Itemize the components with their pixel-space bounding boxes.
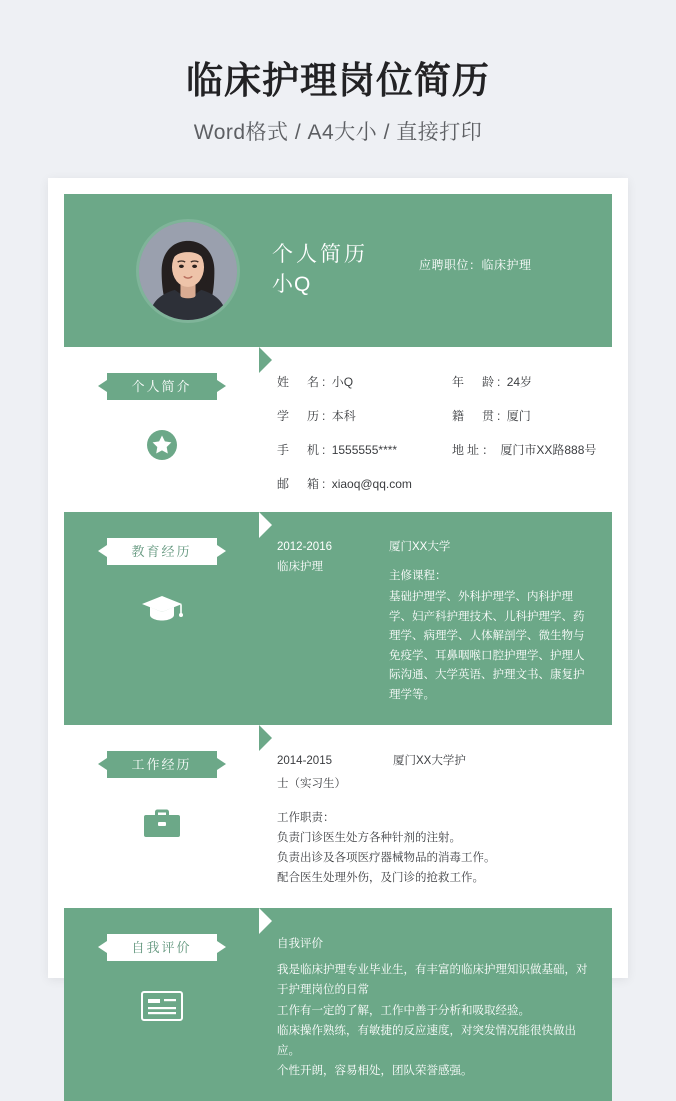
evaluation-line: 我是临床护理专业毕业生，有丰富的临床护理知识做基础，对于护理岗位的日常: [277, 964, 588, 997]
banner-title: 临床护理岗位简历: [186, 60, 490, 101]
info-phone-value: 1555555****: [331, 443, 398, 457]
work-date: 2014-2015: [277, 755, 332, 768]
info-hometown: [452, 407, 596, 424]
education-details: [389, 538, 588, 705]
section-work: [64, 725, 612, 908]
work-label-col: [64, 725, 259, 908]
work-duty-item: 配合医生处理外伤，及门诊的抢救工作。: [277, 872, 484, 884]
evaluation-title: 自我评价: [277, 938, 323, 951]
personal-label-col: [64, 347, 259, 512]
education-course-title: 主修课程：: [389, 569, 447, 582]
info-name-value: 小Q: [331, 375, 354, 389]
info-age-value: 24岁: [506, 375, 533, 389]
section-label-work: 工作经历: [107, 751, 217, 778]
section-personal: [64, 347, 612, 512]
graduation-cap-icon: [139, 587, 185, 633]
work-role: 士（实习生）: [277, 777, 346, 790]
document-lines-icon: [139, 983, 185, 1029]
education-date: 2012-2016: [277, 541, 332, 553]
info-address-value: 厦门市XX路888号: [500, 443, 597, 457]
personal-fields: [259, 347, 620, 512]
info-email-key: 邮 箱:: [277, 477, 329, 491]
evaluation-line: 个性开朗，容易相处，团队荣誉感强。: [277, 1064, 473, 1077]
applied-position: 应聘职位：临床护理: [419, 258, 532, 272]
briefcase-icon: [139, 800, 185, 846]
work-duty-item: 负责门诊医生处方各种针剂的注射。: [277, 831, 461, 844]
section-evaluation: [64, 908, 612, 1101]
info-email: [277, 475, 452, 492]
evaluation-label-col: [64, 908, 259, 1101]
avatar: [136, 219, 240, 323]
info-email-value: xiaoq@qq.com: [331, 477, 412, 491]
info-age-key: 年 龄:: [452, 375, 504, 389]
info-empty: [452, 475, 596, 492]
info-name: [277, 373, 452, 390]
education-course-text: 基础护理学、外科护理学、内科护理学、妇产科护理技术、儿科护理学、药理学、病理学、人体解剖学、微生物与免疫学、耳鼻咽喉口腔护理学、护理人际沟通、大学英语、护理文书、康复护理学等。: [389, 591, 585, 701]
candidate-name: 小Q: [272, 273, 312, 297]
education-dates: [277, 538, 369, 705]
section-education: [64, 512, 612, 725]
notch-evaluation: [259, 908, 272, 934]
star-icon: [139, 422, 185, 468]
work-company: 厦门XX大学护: [393, 755, 466, 768]
education-label-col: [64, 512, 259, 725]
info-education-value: 本科: [331, 409, 356, 423]
work-duty-item: 负责出诊及各项医疗器械物品的消毒工作。: [277, 851, 496, 864]
work-duty-title: 工作职责：: [277, 811, 335, 824]
info-address-key: 地址：: [452, 443, 498, 457]
section-label-personal: 个人简介: [107, 373, 217, 400]
info-phone-key: 手 机:: [277, 443, 329, 457]
info-hometown-key: 籍 贯:: [452, 409, 504, 423]
banner-subtitle: Word格式 / A4大小 / 直接打印: [193, 121, 483, 145]
resume-sheet: [48, 178, 628, 1077]
evaluation-line: 临床操作熟练，有敏捷的反应速度，对突发情况能很快做出应。: [277, 1024, 576, 1057]
profile-header: [64, 194, 612, 347]
info-phone: [277, 441, 452, 458]
evaluation-content: [259, 908, 612, 1101]
info-name-key: 姓 名:: [277, 375, 329, 389]
education-content: [259, 512, 612, 725]
info-address: [452, 441, 596, 458]
info-education: [277, 407, 452, 424]
resume-content: [64, 194, 612, 1077]
work-duties: [277, 808, 588, 889]
evaluation-line: 工作有一定的了解，工作中善于分析和吸取经验。: [277, 1004, 530, 1017]
info-education-key: 学 历:: [277, 409, 329, 423]
banner: [0, 0, 676, 146]
education-school: 厦门XX大学: [389, 541, 451, 553]
section-label-evaluation: 自我评价: [107, 934, 217, 961]
notch-work: [259, 725, 272, 751]
notch-education: [259, 512, 272, 538]
info-hometown-value: 厦门: [506, 409, 531, 423]
info-age: [452, 373, 596, 390]
resume-heading-line1: 个人简历: [272, 243, 368, 266]
notch-personal: [259, 347, 272, 373]
work-content: [259, 725, 612, 908]
education-major: 临床护理: [277, 560, 323, 573]
profile-heading: [272, 240, 368, 301]
section-label-education: 教育经历: [107, 538, 217, 565]
